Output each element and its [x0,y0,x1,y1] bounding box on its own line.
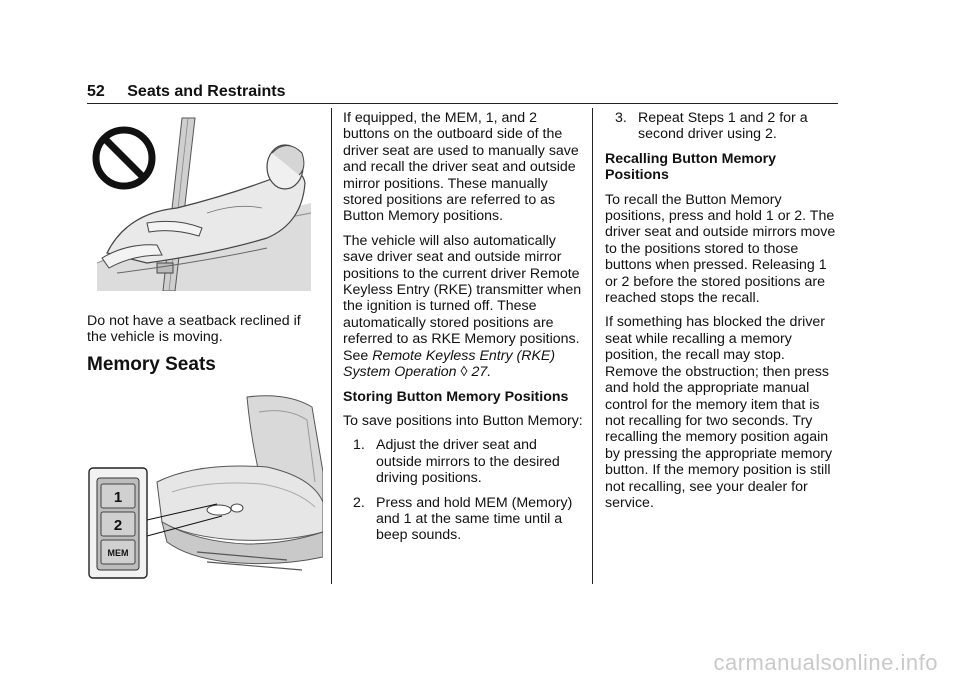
intro-paragraph: If equipped, the MEM, 1, and 2 buttons on the outboard side of the driver seat are used to manually save and recall the driver seat and outside mirror positions. These manually stored positions are referred to as Button Memory positions. [343,110,579,225]
column-2 [343,110,583,552]
section-title: Seats and Restraints [127,83,286,100]
step-number: 1. [353,437,365,454]
cross-reference-link[interactable]: Remote Keyless Entry (RKE) System Operation [343,347,556,381]
storing-heading: Storing Button Memory Positions [343,388,569,405]
prohibition-icon [96,130,152,186]
memory-button-mem [101,540,135,564]
continued-steps [605,110,841,143]
column-divider-1 [331,108,332,584]
section-heading-memory-seats: Memory Seats [87,354,216,375]
list-item [343,495,583,544]
step-number: 3. [615,110,627,126]
rke-text: The vehicle will also automatically save driver seat and outside mirror positions to the current driver Remote Keyless Entry (RKE) transmitter when the ignition is turned off. These automatically stored positions are referred to as RKE Memory positions. See [343,232,582,364]
recall-paragraph-1: To recall the Button Memory positions, press and hold 1 or 2. The driver seat and outside mirrors move to the positions stored to those buttons when pressed. Releasing 1 or 2 before the stored positions are reached stops the recall. [605,191,836,307]
storing-steps [343,437,583,543]
step-text: Adjust the driver seat and outside mirrors to the desired driving positions. [376,437,560,487]
step-text: Repeat Steps 1 and 2 for a second driver using 2. [638,110,808,143]
rke-paragraph: The vehicle will also automatically save driver seat and outside mirror positions to the current driver Remote Keyless Entry (RKE) transmitter when the ignition is turned off. These automatically stored positions are referred to as RKE Memory positions. See Remote Keyless Entry (RKE) System Operation ◊ 27. [343,232,582,381]
figure-caption: Do not have a seatback reclined if the vehicle is moving. [87,313,301,346]
storing-intro: To save positions into Button Memory: [343,412,583,429]
header-rule [87,103,838,104]
memory-button-1 [101,484,135,508]
list-item [343,437,583,486]
svg-text:2: 2 [113,517,123,534]
page-number: 52 [87,83,105,100]
memory-button-2 [101,512,135,536]
watermark: carmanualsonline.info [713,650,938,675]
svg-text:MEM: MEM [107,548,129,558]
list-item [605,110,841,143]
recall-paragraph-2: If something has blocked the driver seat while recalling a memory position, the recall may stop. Remove the obstruction; then press and hold the appropriate manual control for the memory item that is not recalling for two seconds. Try recalling the memory position again by pressing the appropriate memory button. If the memory position is still not recalling, see your dealer for service. [605,314,833,511]
page-header [87,83,286,101]
page-ref-symbol: ◊ [460,364,468,381]
column-3 [605,110,841,519]
step-text: Press and hold MEM (Memory) and 1 at the same time until a beep sounds. [376,494,573,544]
recall-heading: Recalling Button Memory Positions [605,150,777,184]
svg-text:1: 1 [113,489,123,506]
step-number: 2. [353,494,365,511]
column-divider-2 [592,108,593,584]
memory-seat-illustration [87,392,323,580]
page-ref-number: 27 [471,364,488,381]
reclined-seat-illustration [87,113,311,291]
